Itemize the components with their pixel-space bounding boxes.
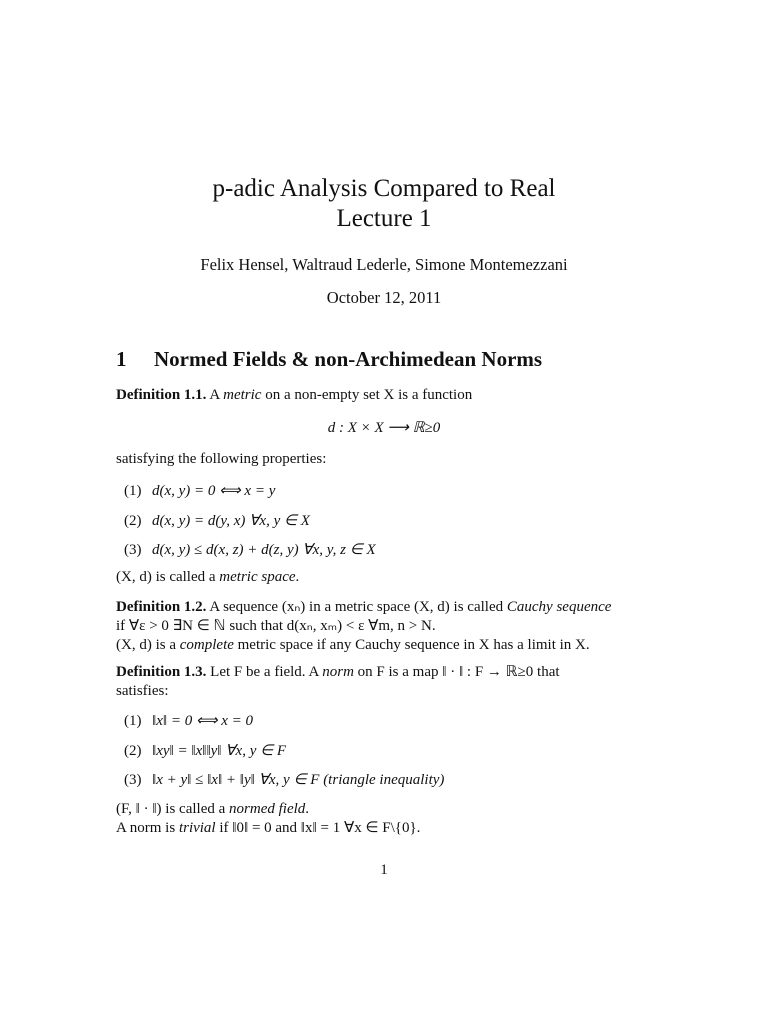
metric-property-1: (1) d(x, y) = 0 ⟺ x = y — [124, 483, 276, 499]
metric-property-3: (3) d(x, y) ≤ d(x, z) + d(z, y) ∀x, y, z ∈ X — [124, 542, 376, 558]
norm-property-2: (2) ‖xy‖ = ‖x‖‖y‖ ∀x, y ∈ F — [124, 743, 287, 759]
section-title: Normed Fields & non-Archimedean Norms — [154, 347, 543, 371]
title — [0, 174, 768, 234]
definition-label: Definition 1.2. — [116, 599, 207, 615]
metric-space-note: (X, d) is called a metric space. — [116, 569, 300, 585]
title-line-2: Lecture 1 — [336, 205, 432, 232]
metric-term: metric — [223, 387, 262, 403]
definition-label: Definition 1.3. — [116, 664, 207, 680]
definition-1-3: Definition 1.3. Let F be a field. A norm on F is a map ‖ · ‖ : F → ℝ≥0 that satisfies: — [116, 664, 560, 699]
norm-term: norm — [322, 664, 354, 680]
section-heading — [116, 347, 542, 372]
normed-field-notes: (F, ‖ · ‖) is called a normed field. A norm is trivial if ‖0‖ = 0 and ‖x‖ = 1 ∀x ∈ F\{0}. — [116, 801, 421, 836]
properties-intro: satisfying the following properties: — [116, 451, 327, 467]
section-number: 1 — [116, 347, 127, 371]
page-number: 1 — [380, 862, 388, 878]
date: October 12, 2011 — [326, 288, 442, 307]
cauchy-term: Cauchy sequence — [506, 599, 612, 615]
definition-label: Definition 1.1. — [116, 387, 207, 403]
metric-property-2: (2) d(x, y) = d(y, x) ∀x, y ∈ X — [124, 513, 310, 529]
definition-1-1: Definition 1.1. A metric on a non-empty set X is a function — [116, 387, 473, 403]
authors: Felix Hensel, Waltraud Lederle, Simone Montemezzani — [200, 255, 568, 274]
metric-formula: d : X × X ⟶ ℝ≥0 — [327, 420, 441, 436]
norm-property-3: (3) ‖x + y‖ ≤ ‖x‖ + ‖y‖ ∀x, y ∈ F (triangle inequality) — [124, 772, 445, 788]
norm-property-1: (1) ‖x‖ = 0 ⟺ x = 0 — [124, 713, 253, 729]
title-line-1: p-adic Analysis Compared to Real — [212, 175, 556, 202]
definition-1-2: Definition 1.2. A sequence (xₙ) in a metric space (X, d) is called Cauchy sequence if ∀ε > 0 ∃N ∈ ℕ such that d(xₙ, xₘ) < ε ∀m, n > N. (X, d) is a complete metric space if any Cauchy sequence in X has a limit in X. — [116, 599, 612, 653]
